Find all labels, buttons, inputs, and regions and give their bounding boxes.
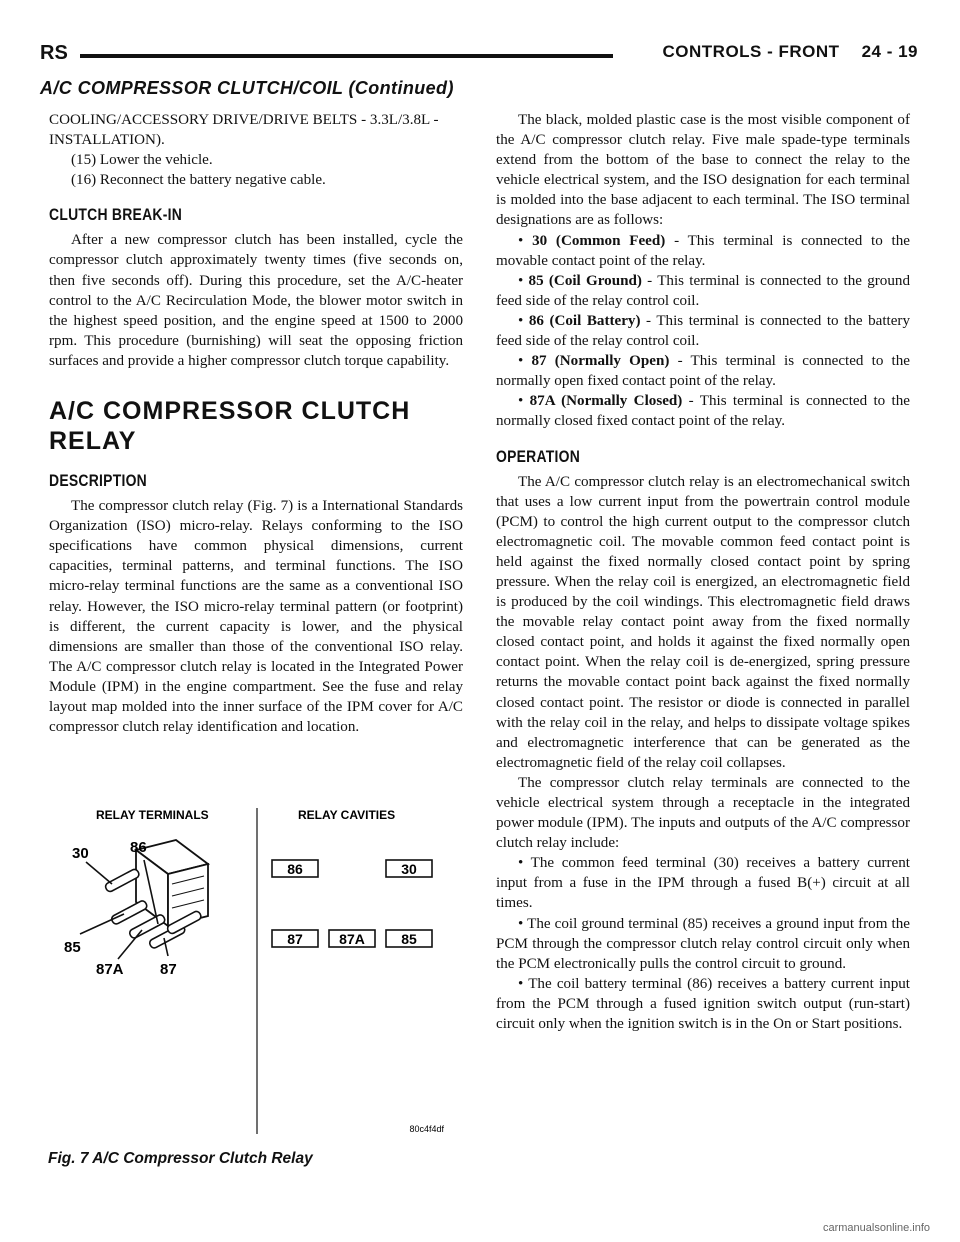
cavity-label: 30 [401,861,417,877]
figure-caption: Fig. 7 A/C Compressor Clutch Relay [48,1150,313,1167]
operation-paragraph-1: The A/C compressor clutch relay is an electromechanical switch that uses a low current input from the powertrain control module (PCM) to control the high current output to the compressor clutch electromagnetic coil. The movable common feed contact point is held against the fixed normally closed contact point by spring pressure. When the relay coil is energized, an electromagnetic field is produced by the coil windings. This electromagnetic field draws the movable relay contact point away from the fixed normally closed contact point, and holds it against the fixed normally open contact point. When the relay coil is de-energized, spring pressure returns the movable contact point back against the fixed normally closed contact point. The resistor or diode is connected in parallel with the relay coil in the relay, and helps to dissipate voltage spikes and electromagnetic interference that can be generated as the electromagnetic field of the relay coil collapses. [496,473,910,771]
terminal-item-86: • 86 (Coil Battery) - This terminal is connected to the battery feed side of the relay control coil. [496,312,911,350]
terminal-term: 85 (Coil Ground) [528,272,642,289]
relay-section-heading: A/C COMPRESSOR CLUTCH RELAY [49,397,411,456]
terminal-term: 87A (Normally Closed) [529,393,683,410]
right-column [496,110,910,1034]
terminal-term: 30 (Common Feed) [532,232,666,249]
terminal-label-86: 86 [130,839,147,856]
header-rule [80,54,613,58]
cavities-title: RELAY CAVITIES [298,808,396,822]
terminal-desc: - This terminal is connected to the normally closed fixed contact point of the relay. [496,393,910,430]
bullet-text: The coil battery terminal (86) receives a battery current input from the PCM through a fused ignition switch output (run-start) circuit only when the ignition switch is in the On or Start positions. [496,975,910,1033]
step-16: (16) Reconnect the battery negative cable. [71,172,326,189]
cavity-30 [386,860,432,877]
breakin-paragraph: After a new compressor clutch has been installed, cycle the compressor clutch approximately twenty times (five seconds on, then five seconds off). During this procedure, set the A/C-heater control to the A/C Recirculation Mode, the blower motor switch in the highest speed position, and the engine speed at 1500 to 2000 rpm. This procedure (burnishing) will seat the opposing friction surfaces and provide a higher compressor clutch torque capability. [49,232,463,369]
header-model-code: RS [40,42,68,64]
cavity-label: 87A [339,931,365,947]
header-section [641,42,918,62]
input-bullet-1: • The common feed terminal (30) receives a battery current input from a fuse in the IPM through a fused B(+) circuit at all times. [496,855,910,912]
relay-diagram [46,804,466,1176]
cavity-87 [272,930,318,947]
page-header [40,42,918,74]
left-column [49,110,463,737]
step-15: (15) Lower the vehicle. [71,152,213,169]
cavity-label: 87 [287,931,303,947]
cavity-85 [386,930,432,947]
terminal-label-85: 85 [64,939,81,956]
operation-paragraph-2: The compressor clutch relay terminals are connected to the vehicle electrical system through a receptacle in the integrated power module (IPM). The inputs and outputs of the A/C compressor clutch relay include: [496,774,910,852]
terminal-term: 87 (Normally Open) [531,353,670,370]
cavity-87a [329,930,375,947]
cavity-label: 86 [287,861,303,877]
continued-text: COOLING/ACCESSORY DRIVE/DRIVE BELTS - 3.3L/3.8L - INSTALLATION). [49,112,439,149]
relay-figure [46,804,466,1176]
terminal-item-87a: • 87A (Normally Closed) - This terminal is connected to the normally closed fixed contact point of the relay. [496,393,910,430]
terminal-item-87: • 87 (Normally Open) - This terminal is connected to the normally open fixed contact point of the relay. [496,353,910,390]
header-page-number: 24 - 19 [861,42,918,61]
input-bullet-2: • The coil ground terminal (85) receives a ground input from the PCM through the compressor clutch relay control circuit only when the PCM electronically pulls the control circuit to ground. [496,915,910,972]
terminal-desc: - This terminal is connected to the battery feed side of the relay control coil. [496,312,911,350]
breakin-heading: CLUTCH BREAK-IN [49,205,183,225]
terminal-item-85: • 85 (Coil Ground) - This terminal is connected to the ground feed side of the relay control coil. [496,272,910,309]
watermark-footer[interactable]: carmanualsonline.info [822,1222,930,1234]
bullet-text: The coil ground terminal (85) receives a ground input from the PCM through the compressor clutch relay control circuit only when the PCM electronically pulls the control circuit to ground. [496,915,910,972]
header-section-title: CONTROLS - FRONT [662,42,840,61]
terminal-label-87a: 87A [96,961,124,978]
terminal-term: 86 (Coil Battery) [528,312,641,329]
terminal-desc: - This terminal is connected to the ground feed side of the relay control coil. [496,272,910,309]
continued-title: A/C COMPRESSOR CLUTCH/COIL (Continued) [40,78,454,98]
figure-code: 80c4f4df [409,1124,444,1134]
cavity-86 [272,860,318,877]
cavity-label: 85 [401,931,417,947]
input-bullet-3: • The coil battery terminal (86) receives a battery current input from the PCM through a fused ignition switch output (run-start) circuit only when the ignition switch is in the On or Start positions. [496,975,910,1033]
terminal-item-30: • 30 (Common Feed) - This terminal is connected to the movable contact point of the relay. [496,232,910,269]
terminal-label-30: 30 [72,845,89,862]
bullet-text: The common feed terminal (30) receives a battery current input from a fuse in the IPM through a fused B(+) circuit at all times. [496,855,910,912]
terminal-label-87: 87 [160,961,177,978]
description-heading: DESCRIPTION [49,471,147,491]
description-paragraph: The compressor clutch relay (Fig. 7) is a International Standards Organization (ISO) micro-relay. Relays conforming to the ISO specifications have common physical dimensions, current capacities, terminal patterns, and terminal functions. The ISO micro-relay terminal functions are the same as a conventional ISO relay. However, the ISO micro-relay terminal pattern (or footprint) is different, the current capacity is lower, and the physical dimensions are smaller than those of the conventional ISO relay. The A/C compressor clutch relay is located in the Integrated Power Module (IPM) in the engine compartment. See the fuse and relay layout map molded into the inner surface of the IPM cover for A/C compressor clutch relay identification and location. [49,498,463,736]
terminal-desc: - This terminal is connected to the movable contact point of the relay. [496,232,910,269]
relay-intro-paragraph: The black, molded plastic case is the most visible component of the A/C compressor clutch relay. Five male spade-type terminals extend from the bottom of the base to connect the relay to the vehicle electrical system, and the ISO designation for each terminal is molded into the base adjacent to each terminal. The ISO terminal designations are as follows: [496,112,910,229]
terminal-desc: - This terminal is connected to the normally open fixed contact point of the relay. [496,353,910,390]
operation-heading: OPERATION [496,446,581,466]
terminals-title: RELAY TERMINALS [96,808,209,822]
